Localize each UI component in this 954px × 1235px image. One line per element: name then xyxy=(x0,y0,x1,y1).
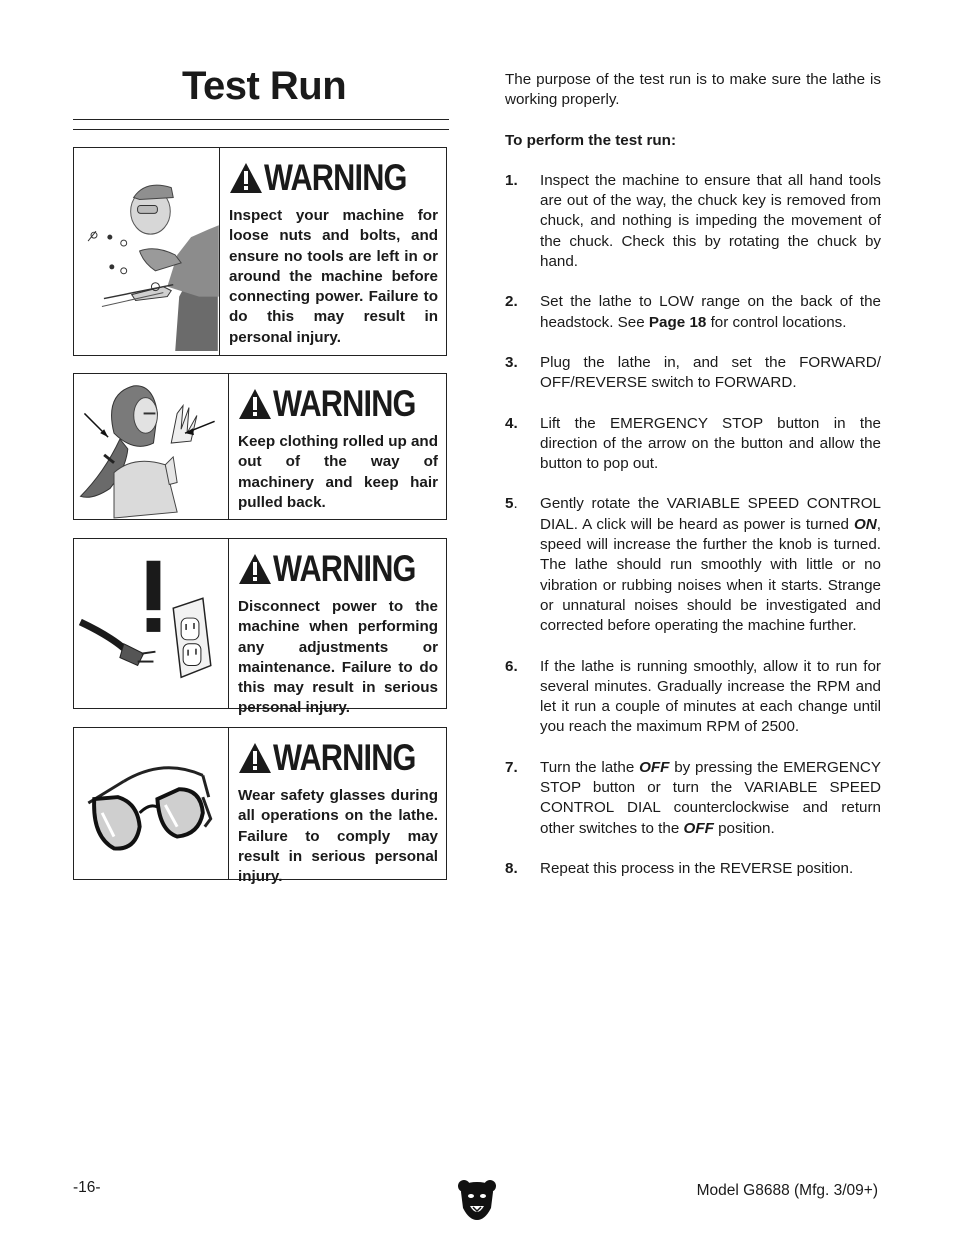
step-item xyxy=(505,859,881,879)
title-rule-top xyxy=(73,119,449,120)
step-number: 8. xyxy=(505,859,518,877)
step-number: 4. xyxy=(505,414,518,432)
warning-content xyxy=(220,148,446,355)
warning-header xyxy=(238,547,438,591)
warning-box-disconnect-power xyxy=(73,538,447,717)
warning-heading: WARNING xyxy=(273,383,416,424)
procedure-heading: To perform the test run: xyxy=(505,131,676,149)
step-number: 7. xyxy=(505,758,518,776)
plug-outlet-illustration xyxy=(74,539,229,708)
intro-paragraph: The purpose of the test run is to make sure the lathe is working properly. xyxy=(505,71,881,109)
warning-text: Wear safety glasses during all operations on the lathe. Failure to comply may result in serious personal injury. xyxy=(238,787,438,886)
page-reference: Page 18 xyxy=(648,313,707,331)
step-item xyxy=(505,494,881,636)
step-text: Gently rotate the VARIABLE SPEED CONTROL DIAL. A click will be heard as power is turned ON, speed will increase the further the knob is turned. The lathe should run smoothly with little or no vibration or rubbing noises when it starts. Strange or unnatural noises should be investigated and corrected before operating the machine further. xyxy=(540,495,881,635)
step-item xyxy=(505,171,881,272)
emphasis-off: OFF xyxy=(639,758,670,776)
warning-triangle-icon xyxy=(238,388,272,420)
step-text: Set the lathe to LOW range on the back of the headstock. See Page 18 for control locations. xyxy=(540,293,881,331)
warning-triangle-icon xyxy=(229,162,263,194)
step-text: Turn the lathe OFF by pressing the EMERGENCY STOP button or turn the VARIABLE SPEED CONTROL DIAL counterclockwise and return other switches to the OFF position. xyxy=(540,758,882,837)
warning-text: Keep clothing rolled up and out of the way of machinery and keep hair pulled back. xyxy=(238,433,438,511)
warning-content xyxy=(229,374,446,519)
warning-text: Inspect your machine for loose nuts and bolts, and ensure no tools are left in or around the machine before connecting power. Failure to do this may result in personal injury. xyxy=(229,207,438,346)
step-number: 1. xyxy=(505,171,518,189)
step-number: 6. xyxy=(505,657,518,675)
warning-heading: WARNING xyxy=(264,157,407,198)
warning-triangle-icon xyxy=(238,553,272,585)
page-number: -16- xyxy=(73,1179,101,1196)
warning-triangle-icon xyxy=(238,742,272,774)
step-item xyxy=(505,292,881,333)
step-text: If the lathe is running smoothly, allow it to run for several minutes. Gradually increase the RPM and let it run a couple of minutes at each change until you reach the maximum RPM of 2500. xyxy=(540,657,881,736)
warning-header xyxy=(238,736,438,780)
warning-heading: WARNING xyxy=(273,548,416,589)
warning-content xyxy=(229,728,446,886)
emphasis-on: ON xyxy=(853,515,877,533)
model-info: Model G8688 (Mfg. 3/09+) xyxy=(696,1182,878,1199)
warning-header xyxy=(229,156,438,200)
warning-box-clothing-hair xyxy=(73,373,447,520)
worker-inspecting-illustration xyxy=(74,148,220,355)
page-title: Test Run xyxy=(182,64,347,108)
woman-hair-illustration xyxy=(74,374,229,519)
step-item xyxy=(505,353,881,394)
step-text: Plug the lathe in, and set the FORWARD/ OFF/REVERSE switch to FORWARD. xyxy=(540,353,881,392)
step-number: 5. xyxy=(505,495,518,513)
warning-header xyxy=(238,382,438,426)
step-text: Inspect the machine to ensure that all hand tools are out of the way, the chuck key is removed from chuck, and nothing is impeding the movement of the chuck. Check this by rotating the chuck by hand. xyxy=(540,171,881,271)
step-text: Lift the EMERGENCY STOP button in the direction of the arrow on the button and allow the button to pop out. xyxy=(540,414,881,473)
test-run-instructions xyxy=(505,70,881,899)
safety-glasses-illustration xyxy=(74,728,229,879)
step-number: 3. xyxy=(505,353,518,371)
step-text: Repeat this process in the REVERSE position. xyxy=(540,859,854,877)
step-item xyxy=(505,657,881,738)
warning-text: Disconnect power to the machine when performing any adjustments or maintenance. Failure to do this may result in serious personal injury. xyxy=(238,598,438,717)
step-item xyxy=(505,758,881,839)
warning-box-safety-glasses xyxy=(73,727,447,886)
warning-heading: WARNING xyxy=(273,737,416,778)
bear-logo-icon xyxy=(457,1178,497,1222)
step-number: 2. xyxy=(505,293,518,311)
step-item xyxy=(505,414,881,475)
emphasis-off: OFF xyxy=(683,819,714,837)
warning-content xyxy=(229,539,446,717)
warning-box-loose-tools xyxy=(73,147,447,356)
title-rule-bottom xyxy=(73,129,449,130)
